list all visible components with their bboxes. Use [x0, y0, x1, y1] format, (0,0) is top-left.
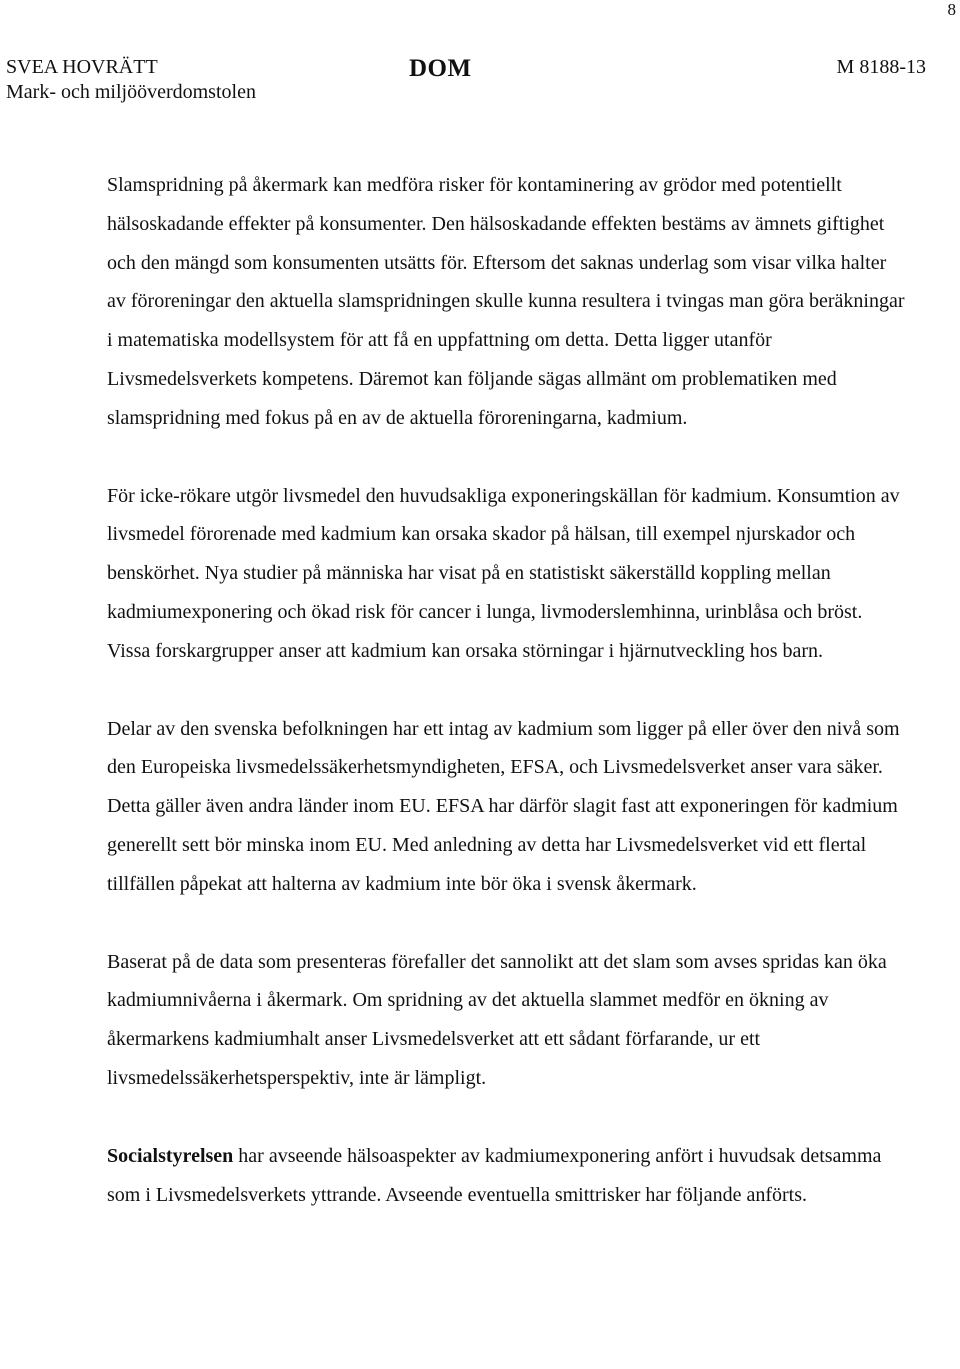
paragraph-2: För icke-rökare utgör livsmedel den huvudsakliga exponeringskällan för kadmium. Konsumtion av livsmedel förorenade med kadmium kan orsaka skador på hälsan, till exempel njurskador och benskörhet. Nya studier på människa har visat på en statistiskt säkerställd koppling mellan kadmiumexponering och ökad risk för cancer i lunga, livmoderslemhinna, urinblåsa och bröst. Vissa forskargrupper anser att kadmium kan orsaka störningar i hjärnutveckling hos barn. — [107, 484, 900, 662]
paragraph-3: Delar av den svenska befolkningen har ett intag av kadmium som ligger på eller över den nivå som den Europeiska livsmedelssäkerhetsmyndigheten, EFSA, och Livsmedelsverket anser vara säker. Detta gäller även andra länder inom EU. EFSA har därför slagit fast att exponeringen för kadmium generellt sett bör minska inom EU. Med anledning av detta har Livsmedelsverket vid ett flertal tillfällen påpekat att halterna av kadmium inte bör öka i svensk åkermark. — [107, 717, 900, 895]
court-name-line1: SVEA HOVRÄTT — [6, 56, 158, 78]
document-type: DOM — [409, 55, 472, 82]
paragraph-4: Baserat på de data som presenteras förefaller det sannolikt att det slam som avses spridas kan öka kadmiumnivåerna i åkermark. Om spridning av det aktuella slammet medför en ökning av åkermarkens kadmiumhalt anser Livsmedelsverket att ett sådant förfarande, ur ett livsmedelssäkerhetsperspektiv, inte är lämpligt. — [107, 950, 887, 1089]
page-number: 8 — [947, 0, 956, 19]
document-body — [107, 166, 907, 1253]
paragraph-5-bold-lead: Socialstyrelsen — [107, 1144, 234, 1167]
court-name — [6, 55, 256, 105]
paragraph-5 — [107, 1137, 907, 1215]
court-name-line2: Mark- och miljööverdomstolen — [6, 81, 256, 103]
document-header — [6, 55, 926, 105]
paragraph-5-text: har avseende hälsoaspekter av kadmiumexponering anfört i huvudsak detsamma som i Livsmedelsverkets yttrande. Avseende eventuella smittrisker har följande anförts. — [107, 1144, 882, 1206]
case-number: M 8188-13 — [836, 56, 926, 78]
paragraph-1: Slamspridning på åkermark kan medföra risker för kontaminering av grödor med potentiellt hälsoskadande effekter på konsumenter. Den hälsoskadande effekten bestäms av ämnets giftighet och den mängd som konsumenten utsätts för. Eftersom det saknas underlag som visar vilka halter av föroreningar den aktuella slamspridningen skulle kunna resultera i tvingas man göra beräkningar i matematiska modellsystem för att få en uppfattning om detta. Detta ligger utanför Livsmedelsverkets kompetens. Däremot kan följande sägas allmänt om problematiken med slamspridning med fokus på en av de aktuella föroreningarna, kadmium. — [107, 174, 905, 429]
